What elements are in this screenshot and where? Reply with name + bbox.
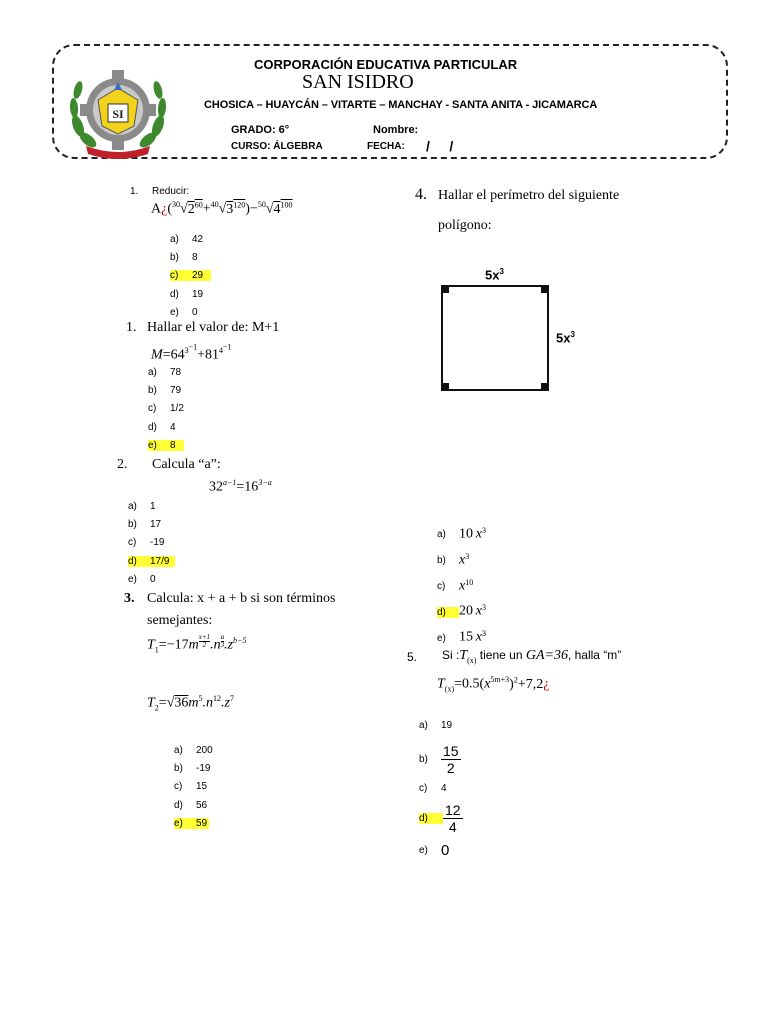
q1-expression: $A¿(^{30}√2^{60}+^{40}√3^{120})-^{50}√4^{100}$ [151,200,293,217]
q3-options [128,498,175,589]
name-label: Nombre: [373,124,419,136]
q1-option[interactable]: b) 8 [170,252,198,264]
institution-title: CORPORACIÓN EDUCATIVA PARTICULAR [254,57,518,72]
q3-option-answer[interactable]: d) 17/9 [128,553,175,571]
q3-expression: $32^{a-1}=16^{3-a}$ [209,478,272,495]
q6-number: 5. [407,650,418,664]
q2-option-answer[interactable]: e) 8 [148,437,184,455]
side-label-right: $5x^3$ [556,330,575,346]
locations-line: CHOSICA – HUAYCÁN – VITARTE – MANCHAY - SANTA ANITA - JICAMARCA [204,99,598,111]
q2-option[interactable]: b) 79 [148,385,182,397]
q4-option[interactable]: b) -19 [174,763,211,775]
q3-option[interactable]: c) -19 [128,537,165,549]
q4-option-answer[interactable]: e) 59 [174,817,208,829]
date-slashes: / / [426,138,454,154]
square-figure [440,284,552,394]
q4-options [174,742,213,833]
q5-title-line1: Hallar el perímetro del siguiente [438,188,620,203]
q1-number: 1. [130,186,139,197]
q5-number: 4. [415,186,427,203]
date-label: FECHA: [367,141,405,152]
q5-options [437,520,486,649]
q2-expression: $M=64^{3^{-1}}+81^{4^{-1}}$ [151,342,232,363]
q1-title: Reducir: [152,186,190,197]
q5-option[interactable]: b) $x^3$ [437,551,470,568]
q2-option[interactable]: c) 1/2 [148,403,184,415]
q4-option[interactable]: c) 15 [174,781,208,793]
q4-expression-t1: $T_1=-17m$ $^{\frac{x+1}{2}}$ .n $^{\frac{a}{3}}$ $.z^{b-5}$ [147,632,247,655]
q5-title-line2: polígono: [438,218,492,233]
q3-number: 2. [117,457,128,472]
q1-option[interactable]: d) 19 [170,288,204,300]
q5-option-answer[interactable]: d) 20 $x^3$ [437,603,486,619]
q6-options [419,720,539,862]
q4-title-line2: semejantes: [147,613,213,628]
q6-option[interactable]: a) 19 [419,720,453,731]
q5-option[interactable]: c) $x^{10}$ [437,577,474,593]
q2-option[interactable]: a) 78 [148,367,182,378]
q6-option[interactable]: c) 4 [419,783,447,794]
q2-number: 1. [126,320,137,335]
side-label-top: $5x^3$ [485,267,504,283]
svg-text:SI: SI [112,107,124,121]
q5-option[interactable]: e) 15 $x^3$ [437,629,486,645]
q6-option[interactable]: b) $\frac{15}{2}$ [419,742,459,776]
q1-option-answer[interactable]: c) 29 [170,267,211,285]
q3-option[interactable]: b) 17 [128,519,162,531]
q4-number: 3. [124,591,135,606]
q5-option[interactable]: a) 10 $x^3$ [437,526,486,542]
q2-title: Hallar el valor de: M+1 [147,320,280,335]
q2-options [148,364,184,455]
school-name: SAN ISIDRO [302,71,414,93]
q4-title-line1: Calcula: x + a + b si son términos [147,591,336,606]
course-label: CURSO: ÁLGEBRA [231,141,323,152]
q6-title: Si $:T_{(x)}$ tiene un GA=36, halla “m” [442,648,622,665]
q6-expression: $T_{(x)}=0.5(x^{5m+3})^2+7,2¿$ [437,675,550,694]
q1-options [170,231,211,322]
q2-option[interactable]: d) 4 [148,421,176,433]
q3-option[interactable]: e) 0 [128,573,156,585]
q6-option-answer[interactable]: d) $\frac{12}{4}$ [419,801,461,835]
q4-option[interactable]: d) 56 [174,799,208,811]
q4-expression-t2: $T_2=√36m^5.n^{12}.z^7$ [147,694,234,713]
q6-option[interactable]: e) 0 [419,841,450,859]
q3-title: Calcula “a”: [152,457,221,472]
q4-option[interactable]: a) 200 [174,745,213,756]
q1-option[interactable]: a) 42 [170,234,204,245]
school-logo [64,66,172,160]
q1-option[interactable]: e) 0 [170,306,198,318]
q3-option[interactable]: a) 1 [128,501,156,512]
grade-label: GRADO: 6° [231,124,290,136]
